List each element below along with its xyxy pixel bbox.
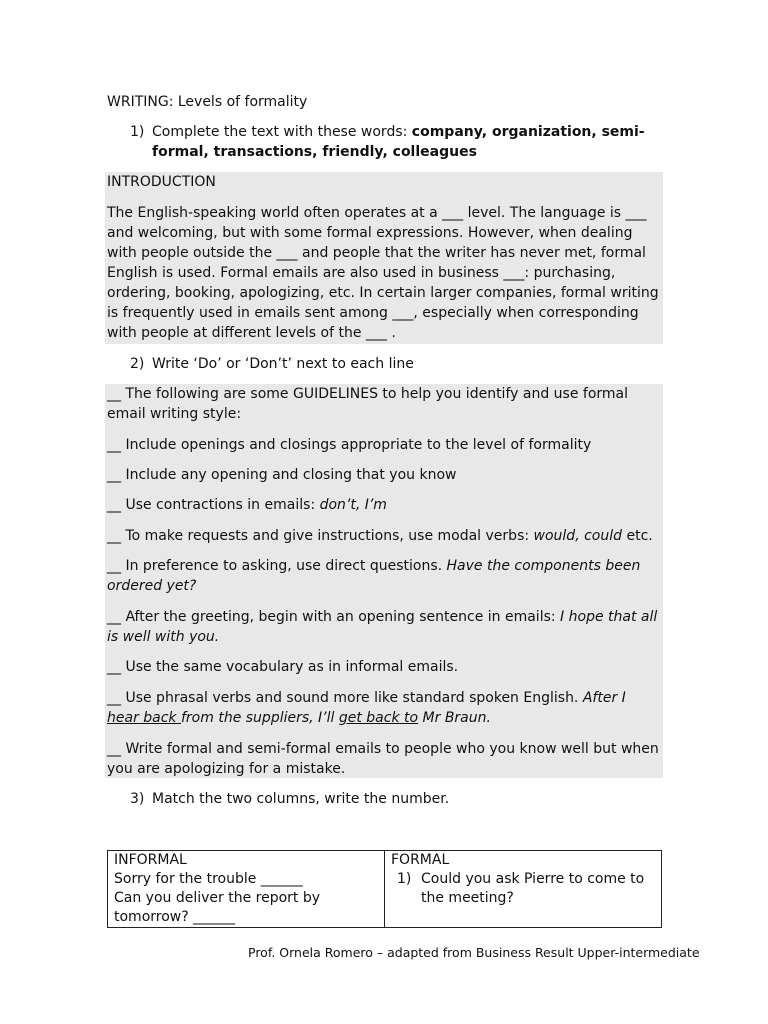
guideline-example: Have the components been ordered yet? [107, 558, 641, 594]
guideline-example: I hope that all is well with you. [107, 609, 658, 645]
formal-column [385, 851, 662, 928]
guideline-text: __ After the greeting, begin with an opening sentence in emails: [107, 609, 561, 625]
guideline-item [107, 495, 659, 515]
question-3-number: 3) [130, 791, 145, 807]
guideline-example-underlined: get back to [338, 710, 419, 726]
formal-item [391, 870, 655, 908]
question-2-number: 2) [130, 356, 145, 372]
guideline-example-underlined: hear back [107, 710, 181, 726]
guideline-example: After I [582, 690, 626, 706]
formal-item-text: Could you ask Pierre to come to the meeting? [421, 871, 645, 906]
introduction-paragraph: The English-speaking world often operates at a ___ level. The language is ___ and welcoming, but with some formal expressions. However, when dealing with people outside the ___ and people that the writer has never met, formal English is used. Formal emails are also used in business ___: purchasing, ordering, booking, apologizing, etc. In certain larger companies, formal writing is frequently used in emails sent among ___, especially when corresponding with people at different levels of the ___ . [107, 205, 659, 341]
guideline-item [107, 607, 659, 647]
guideline-example: Mr Braun. [418, 710, 491, 726]
guideline-item: __ Write formal and semi-formal emails to people who you know well but when you are apologizing for a mistake. [107, 741, 659, 777]
question-3 [130, 789, 672, 809]
guideline-text: __ Use contractions in emails: [107, 497, 320, 513]
question-1 [130, 122, 672, 162]
guideline-item [107, 526, 659, 546]
informal-column [108, 851, 385, 928]
guideline-text: __ In preference to asking, use direct questions. [107, 558, 447, 574]
guideline-example: from the suppliers, I’ll [181, 710, 339, 726]
question-1-instruction: Complete the text with these words: [152, 124, 412, 140]
guideline-item: __ Include any opening and closing that you know [107, 467, 457, 483]
guideline-intro: __ The following are some GUIDELINES to help you identify and use formal email writing style: [107, 386, 628, 422]
guideline-example: would, could [533, 528, 623, 544]
table-row [108, 851, 662, 928]
word-bank: company, organization, semi-formal, transactions, friendly, colleagues [152, 124, 645, 160]
informal-item: Sorry for the trouble ______ [114, 871, 303, 887]
question-2 [130, 354, 672, 374]
guideline-text: __ Use phrasal verbs and sound more like standard spoken English. [107, 690, 583, 706]
guideline-tail: etc. [622, 528, 653, 544]
guideline-item [107, 556, 659, 596]
guideline-text: __ To make requests and give instructions, use modal verbs: [107, 528, 534, 544]
guideline-item [107, 688, 659, 728]
worksheet-title: WRITING: Levels of formality [107, 94, 308, 110]
introduction-heading: INTRODUCTION [107, 174, 216, 190]
guideline-item: __ Include openings and closings appropriate to the level of formality [107, 437, 592, 453]
question-1-text [152, 122, 672, 162]
match-table [107, 850, 662, 928]
question-1-number: 1) [130, 124, 145, 140]
footer-credit: Prof. Ornela Romero – adapted from Business Result Upper-intermediate [248, 945, 700, 960]
informal-item: Can you deliver the report by tomorrow? ______ [114, 890, 321, 925]
informal-header: INFORMAL [114, 852, 187, 868]
question-2-text: Write ‘Do’ or ‘Don’t’ next to each line [152, 356, 414, 372]
guideline-item: __ Use the same vocabulary as in informal emails. [107, 659, 459, 675]
formal-item-number: 1) [397, 871, 412, 887]
formal-header: FORMAL [391, 852, 450, 868]
question-3-text: Match the two columns, write the number. [152, 791, 450, 807]
guideline-example: don’t, I’m [319, 497, 387, 513]
